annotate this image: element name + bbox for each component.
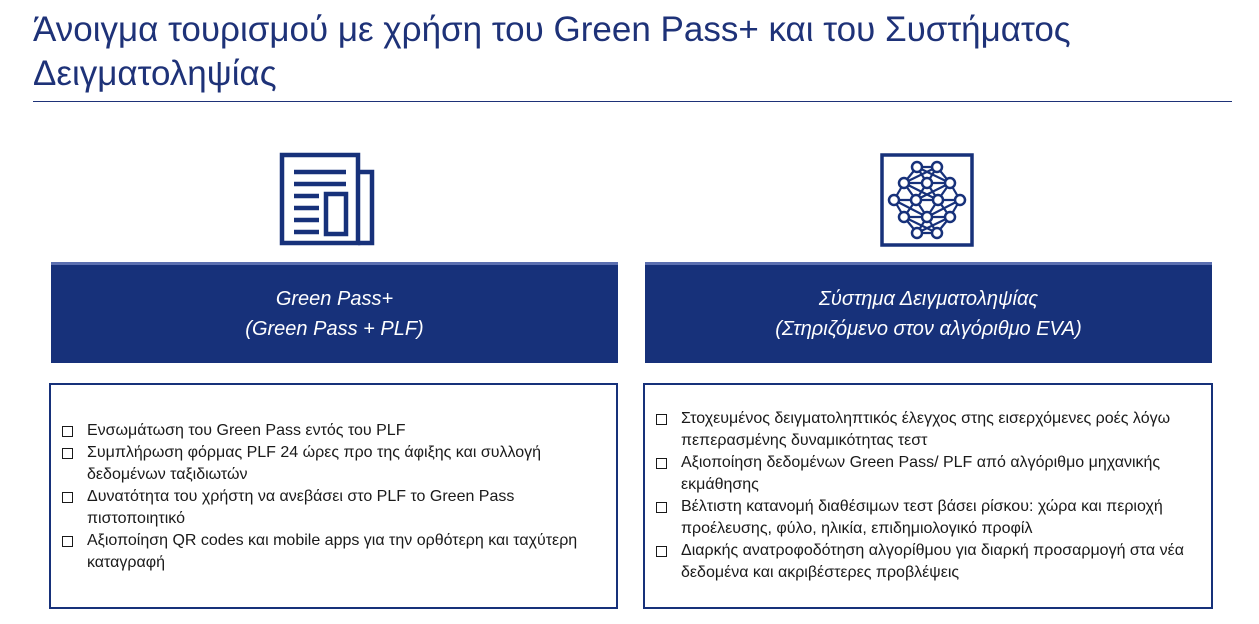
list-item bbox=[656, 408, 1197, 452]
checkbox-bullet-icon bbox=[62, 448, 73, 459]
checkbox-bullet-icon bbox=[656, 502, 667, 513]
checkbox-bullet-icon bbox=[62, 536, 73, 547]
sampling-system-details-box bbox=[643, 383, 1213, 609]
neural-network-icon bbox=[880, 153, 974, 247]
green-pass-details-box bbox=[49, 383, 618, 609]
list-item bbox=[656, 452, 1197, 496]
list-item bbox=[62, 442, 596, 486]
sampling-system-header bbox=[645, 262, 1212, 363]
sampling-system-bullet-list bbox=[656, 408, 1197, 584]
list-item bbox=[62, 530, 596, 574]
checkbox-bullet-icon bbox=[656, 546, 667, 557]
list-item bbox=[656, 540, 1197, 584]
slide-title: Άνοιγμα τουρισμού με χρήση του Green Pass+ και του Συστήματος Δειγματοληψίας bbox=[33, 10, 1071, 93]
list-item bbox=[656, 496, 1197, 540]
green-pass-header-title: Green Pass+ bbox=[275, 288, 394, 310]
bullet-text: Συμπλήρωση φόρμας PLF 24 ώρες προ της άφιξης και συλλογή δεδομένων ταξιδιωτών bbox=[87, 444, 542, 483]
checkbox-bullet-icon bbox=[656, 414, 667, 425]
bullet-text: Βέλτιστη κατανομή διαθέσιμων τεστ βάσει ρίσκου: χώρα και περιοχή προέλευσης, φύλο, ηλικία, επιδημιολογικό προφίλ bbox=[681, 498, 1163, 537]
checkbox-bullet-icon bbox=[62, 492, 73, 503]
sampling-system-header-subtitle: (Στηριζόμενο στον αλγόριθμο EVA) bbox=[775, 318, 1082, 340]
sampling-system-header-title: Σύστημα Δειγματοληψίας bbox=[818, 288, 1039, 310]
bullet-text: Διαρκής ανατροφοδότηση αλγορίθμου για διαρκή προσαρμογή στα νέα δεδομένα και ακριβέστερες προβλέψεις bbox=[681, 542, 1184, 581]
bullet-text: Ενσωμάτωση του Green Pass εντός του PLF bbox=[87, 422, 406, 439]
title-divider bbox=[33, 101, 1232, 102]
bullet-text: Αξιοποίηση δεδομένων Green Pass/ PLF από αλγόριθμο μηχανικής εκμάθησης bbox=[681, 454, 1161, 493]
bullet-text: Στοχευμένος δειγματοληπτικός έλεγχος στης εισερχόμενες ροές λόγω πεπερασμένης δυναμικότητας τεστ bbox=[681, 410, 1171, 449]
green-pass-bullet-list bbox=[62, 420, 596, 574]
checkbox-bullet-icon bbox=[62, 426, 73, 437]
bullet-text: Αξιοποίηση QR codes και mobile apps για την ορθότερη και ταχύτερη καταγραφή bbox=[87, 532, 578, 571]
list-item bbox=[62, 420, 596, 442]
checkbox-bullet-icon bbox=[656, 458, 667, 469]
list-item bbox=[62, 486, 596, 530]
green-pass-header-subtitle: (Green Pass + PLF) bbox=[245, 318, 424, 340]
green-pass-header bbox=[51, 262, 618, 363]
newspaper-icon bbox=[279, 152, 377, 248]
bullet-text: Δυνατότητα του χρήστη να ανεβάσει στο PLF το Green Pass πιστοποιητικό bbox=[87, 488, 515, 527]
